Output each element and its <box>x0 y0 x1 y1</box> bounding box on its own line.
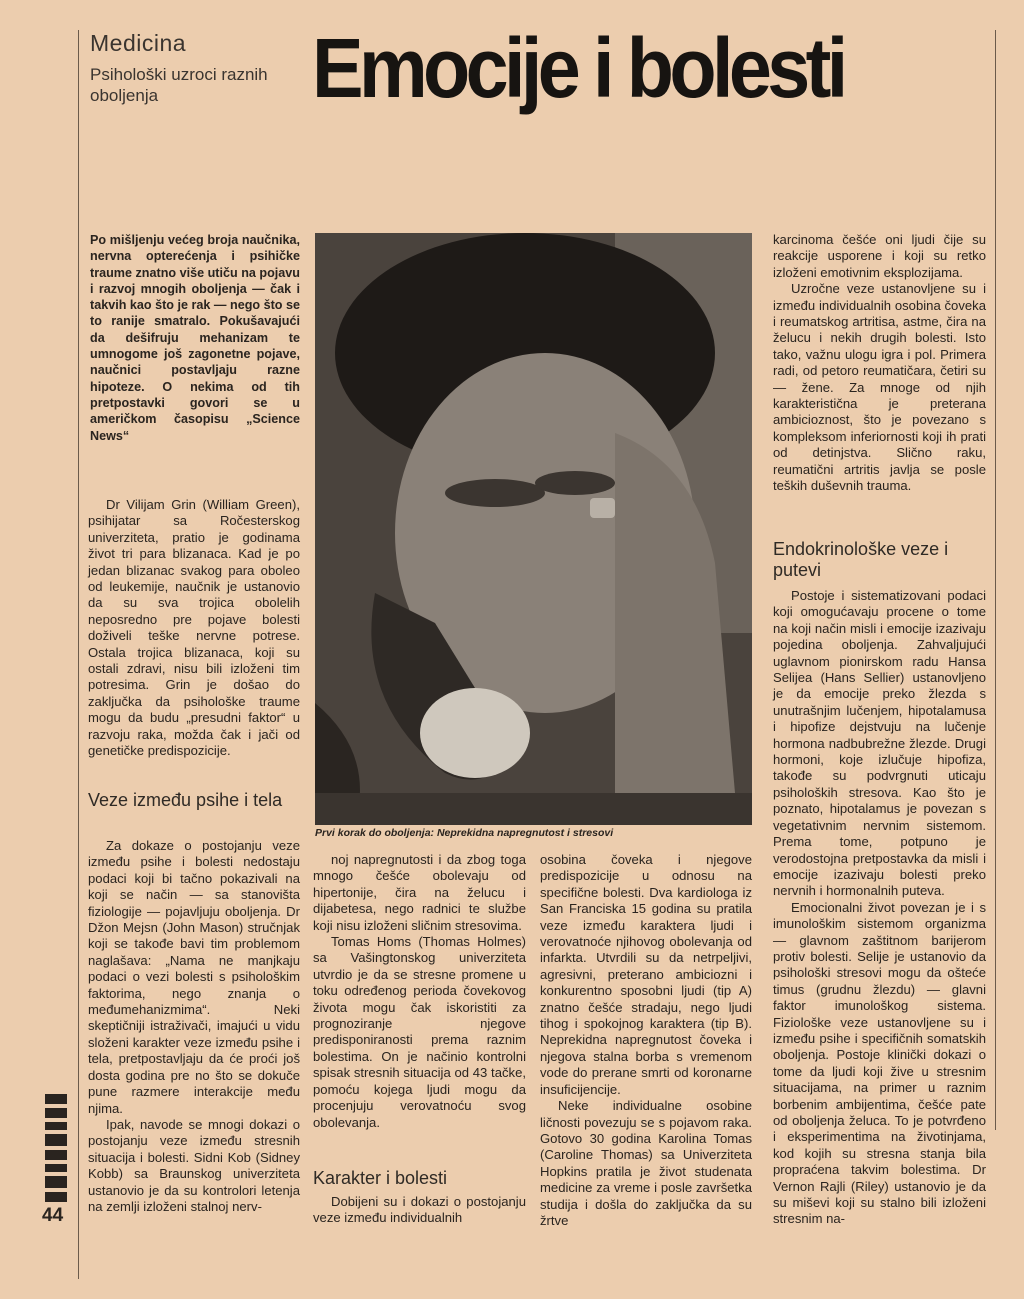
paragraph: karcinoma češće oni ljudi čije su reakcije usporene i koji su retko izloženi emotivnim eksplozijama. <box>773 232 986 280</box>
right-border-rule <box>995 30 996 1130</box>
column-2-cont <box>313 1194 526 1227</box>
paragraph: Tomas Homs (Thomas Holmes) sa Vašingtonskog univerziteta utvrdio je da se stresne promene u toku određenog perioda čovekovog života mogu čak iskoristiti za prognoziranje njegove predisponiranosti prema raznim bolestima. On je načinio kontrolni spisak stresnih situacija od 43 tačke, pomoću kojega ljudi mogu da procenjuju verovatnoću svog obolevanja. <box>313 934 526 1130</box>
paragraph: Dobijeni su i dokazi o postojanju veze između individualnih <box>313 1194 526 1226</box>
photo <box>315 233 752 825</box>
paragraph: Uzročne veze ustanovljene su i između individualnih osobina čoveka i reumatskog artritisa, astme, čira na želucu i nekih drugih bolesti. Isto tako, važnu ulogu igra i pol. Primera radi, od petoro reumatičara, četiri su — žene. Za mnoge od njih karakteristična je preterana ambicioznost, što je povezano s kompleksom inferiornosti koji ih prati od detinjstva. Slično raku, reumatični artritis javlja se posle teških duševnih trauma. <box>773 281 986 494</box>
paragraph: osobina čoveka i njegove predispozicije u odnosu na specifične bolesti. Dva kardiologa iz San Franciska 15 godina su pratila veze između karaktera ljudi i verovatnoće njihovog obolevanja od infarkta. Utvrdili su da netrpeljivi, agresivni, preterano ambiciozni i konkurentno sposobni ljudi (tip A) znatno češće stradaju, nego ljudi tihog i spokojnog karaktera (tip B). Neprekidna napregnutost čoveka i njegova stalna borba s vremenom vode do prerane smrti od koronarne insuficijencije. <box>540 852 752 1097</box>
paragraph: noj napregnutosti i da zbog toga mnogo češće obolevaju od hipertonije, čira na želucu i dijabetesa, nego radnici te službe koji nisu izloženi sličnim stresovima. <box>313 852 526 933</box>
column-2 <box>313 852 526 1131</box>
masthead-logo <box>42 1090 70 1205</box>
column-4-cont <box>773 588 986 1228</box>
paragraph: Za dokaze o postojanju veze između psihe i bolesti nedostaju podaci koji bi tačno pokazivali na koji se način — sa stanovišta fiziologije — pojavljuju oboljenja. Dr Džon Mejsn (John Mason) stručnjak koji se takođe bavi tim problemom naglašava: „Nama ne manjkaju podaci o vezi bolesti s psihološkim faktorima, nego znanja o međumehanizmima“. Neki skeptičniji istraživači, imajući u vidu složeni karakter veze između psihe i tela, pretpostavljaju da će proći još dosta godina pre no što se dokuče pune razmere interakcije među njima. <box>88 838 300 1116</box>
subheading: Veze između psihe i tela <box>88 790 283 810</box>
paragraph: Neke individualne osobine ličnosti povezuju se s pojavom raka. Gotovo 30 godina Karolina Tomas (Caroline Thomas) sa Univerziteta Hopkins pratila je život studenata medicine za vreme i posle završetka studija i došla do zaključka da su žrtve <box>540 1098 752 1228</box>
page-title: Emocije i bolesti <box>312 21 844 115</box>
margin-rule <box>78 30 79 1279</box>
photo-caption: Prvi korak do oboljenja: Neprekidna napregnutost i stresovi <box>315 827 614 839</box>
column-3 <box>540 852 752 1229</box>
paragraph: Dr Vilijam Grin (William Green), psihijatar sa Ročesterskog univerziteta, pratio je godinama život tri para blizanaca. Kad je po jedan blizanac svakog para oboleo od leukemije, naučnik je ustanovio da su sva trojica obolelih neposredno pre pojave bolesti doživeli teške nervne potrese. Ostala trojica blizanaca, koji su ostali zdravi, nisu bili izloženi tim potresima. Grin je došao do zaključka da psihološke traume mogu da budu „presudni faktor“ u razvoju raka, možda čak i jači od genetičke predispozicije. <box>88 497 300 759</box>
subheading: Endokrinološke veze i putevi <box>773 539 949 580</box>
photo-illustration <box>315 233 752 825</box>
paragraph: Ipak, navode se mnogi dokazi o postojanju veze između stresnih situacija i bolesti. Sidni Kob (Sidney Kobb) sa Braunskog univerziteta ustanovio je da su kontrolori letenja na zemlji izloženi stalnoj nerv- <box>88 1116 300 1214</box>
column-4 <box>773 232 986 495</box>
lead-paragraph: Po mišljenju većeg broja naučnika, nervna opterećenja i psihičke traume znatno više utiču na pojavu i razvoj mnogih oboljenja — čak i takvih kao što je rak — nego što se to ranije smatralo. Pokušavajući da dešifruju mehanizam te umnogome još zagonetne pojave, naučnici postavljaju razne hipoteze. O nekima od tih pretpostavki govori se u američkom časopisu „Science News“ <box>90 233 300 443</box>
paragraph: Emocionalni život povezan je i s imunološkim sistemom organizma — glavnom zaštitnom barijerom protiv bolesti. Selije je ustanovio da psihološki stresovi mogu da ošteće timus (grudnu žlezdu) — glavni faktor imunološkog sistema. Fiziološke veze ustanovljene su i između psihe i specifičnih somatskih oboljenja. Postoje klinički dokazi o tome da ljudi koji žive u stresnim situacijama, na primer u raznim borbenim ambijentima, češće pate od oboljenja želuca. To je potvrđeno i eksperimentima na životinjama, kod kojih su stresna stanja bila propraćena takvim bolestima. Dr Vernon Rajli (Riley) ustanovio je da su miševi koji su stalno bili izloženi stresnim na- <box>773 899 986 1227</box>
subheading: Karakter i bolesti <box>313 1168 448 1188</box>
kicker: Psihološki uzroci raznih oboljenja <box>90 65 268 105</box>
column-1 <box>88 497 300 760</box>
column-1-cont <box>88 838 300 1215</box>
paragraph: Postoje i sistematizovani podaci koji omogućavaju procene o tome na koji način misli i emocije izazivaju pojedina oboljenja. Zahvaljujući uglavnom pionirskom radu Hansa Selijea (Hans Sellier) ustanovljeno je da emocije preko žlezda s unutrašnjim lučenjem, hipotalamusa i hipofize dejstvuju na lučenje hormona nadbubrežne žlezde. Drugi hormoni, koje izlučuje hipofiza, takođe su podvrgnuti uticaju psiholoških stresova. Kao što je poznato, hipotalamus je povezan s vegetativnim nervnim sistemom. Prema tome, potpuno je verodostojna pretpostavka da misli i emocije izazivaju bolesti preko nervnih i hormonalnih puteva. <box>773 588 986 899</box>
page-number: 44 <box>42 1205 64 1226</box>
section-label: Medicina <box>90 30 187 56</box>
